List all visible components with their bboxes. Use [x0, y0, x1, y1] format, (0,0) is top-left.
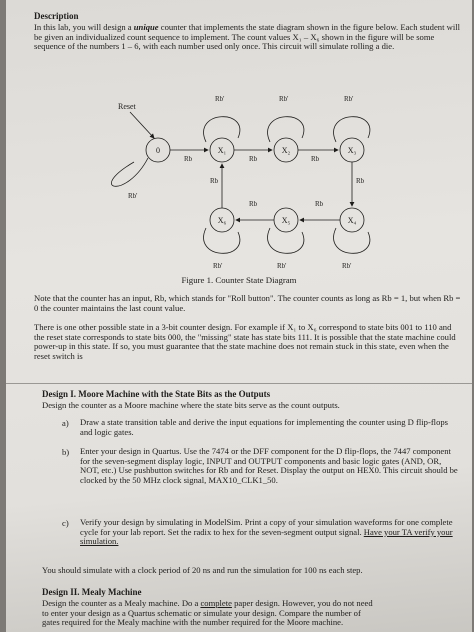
design-two-text	[42, 599, 466, 628]
missing-state-paragraph: There is one other possible state in a 3-bit counter design. For example if X₁ to X₆ correspond to state bits 001 to 110 and the reset state corresponds to state bits 000, the "missing" state has state bits 111. It is possible that the state machine could power-up in this state. If so, you must guarantee that the state machine does not remain stuck in this state, even when the reset switch is	[34, 322, 456, 361]
edge-label-x4-x5: Rb	[315, 200, 324, 208]
description-heading: Description	[34, 11, 79, 21]
item-a-text: Draw a state transition table and derive the input equations for implementing the counter using D flip-flops and logic gates.	[80, 417, 449, 437]
design-two-line2: to enter your design as a Quartus schematic or simulate your design. Compare the number of	[42, 607, 361, 618]
self-loop-label-x3: Rb'	[344, 95, 354, 103]
item-c-text	[80, 518, 462, 547]
item-c-text-main: Verify your design by simulating in ModelSim. Print a copy of your simulation waveforms for one complete cycle for your lab report. Set the radix to hex for the seven-segment output signal.	[80, 517, 453, 537]
self-loop-label-x6: Rb'	[213, 262, 223, 270]
document-page	[6, 0, 472, 632]
self-loop-label-zero: Rb'	[128, 192, 138, 200]
edge-label-x2-x3: Rb	[311, 155, 320, 163]
state-label-zero: 0	[156, 146, 160, 155]
design-two-line1-pre: Design the counter as a Mealy machine. Do a	[42, 598, 201, 608]
design-one-intro: Design the counter as a Moore machine where the state bits serve as the count outputs.	[42, 400, 340, 410]
state-diagram	[6, 90, 472, 270]
design-two-complete: complete	[200, 598, 232, 608]
reset-label: Reset	[118, 102, 136, 111]
state-label-x6: X₆	[217, 216, 227, 225]
description-line1-post: counter that implements the state diagram shown in the	[158, 22, 351, 32]
edge-label-x5-x6: Rb	[249, 200, 258, 208]
state-label-x5: X₅	[281, 216, 291, 225]
design-two-line1-post: paper design. However, you do not need	[231, 598, 373, 608]
self-loop-label-x5: Rb'	[277, 262, 287, 270]
edge-label-x6-x1: Rb	[210, 177, 219, 185]
item-a-letter: a)	[62, 418, 69, 428]
self-loop-zero	[111, 158, 148, 186]
figure-caption: Figure 1. Counter State Diagram	[181, 275, 297, 285]
simulation-note: You should simulate with a clock period of 20 ns and run the simulation for 100 ns each step.	[42, 565, 363, 575]
state-label-x3: X₃	[347, 146, 357, 155]
item-c-letter: c)	[62, 518, 69, 528]
edge-label-x1-x2: Rb	[249, 155, 258, 163]
design-one-heading: Design I. Moore Machine with the State Bits as the Outputs	[42, 389, 271, 399]
design-two-heading: Design II. Mealy Machine	[42, 587, 142, 597]
reset-arrow	[130, 112, 154, 138]
self-loop-label-x2: Rb'	[279, 95, 289, 103]
state-label-x1: X₁	[217, 146, 227, 155]
section-divider	[6, 383, 472, 384]
edge-label-zero-x1: Rb	[184, 155, 193, 163]
edge-label-x3-x4: Rb	[356, 177, 365, 185]
description-unique-emphasis: unique	[133, 22, 159, 32]
item-b-text: Enter your design in Quartus. Use the 7474 or the DFF component for the D flip-flops, the 7447 component for the seven-segment display logic, INPUT and OUTPUT components and basic logic gates (AND, OR, NOT, etc.) Use pushbutton switches for Rb and for Reset. Display the output on HEX0. This circuit should be clocked by the 50 MHz clock signal, MAX10_CLK1_50.	[80, 446, 458, 485]
item-c-ta-verify: Have your TA verify your simulation.	[80, 526, 453, 547]
state-label-x4: X₄	[347, 216, 357, 225]
description-text	[34, 23, 462, 52]
description-line1-pre: In this lab, you will design a	[34, 22, 134, 32]
roll-button-paragraph: Note that the counter has an input, Rb, which stands for "Roll button". The counter counts as long as Rb = 1, but when Rb = 0 the counter maintains the last count value.	[34, 293, 461, 313]
self-loop-label-x1: Rb'	[215, 95, 225, 103]
design-two-line3: gates required for the Mealy machine with the number required for the Moore machine.	[42, 617, 344, 628]
description-rest: figure below. Each student will be given an individualized count sequence to implement. The count values X₁ – X₆ shown in the figure will be some sequence of the numbers 1 – 6, with each number used only once. This circuit will simulate rolling a die.	[34, 22, 460, 52]
self-loop-label-x4: Rb'	[342, 262, 352, 270]
item-b-letter: b)	[62, 447, 70, 457]
state-label-x2: X₂	[281, 146, 291, 155]
